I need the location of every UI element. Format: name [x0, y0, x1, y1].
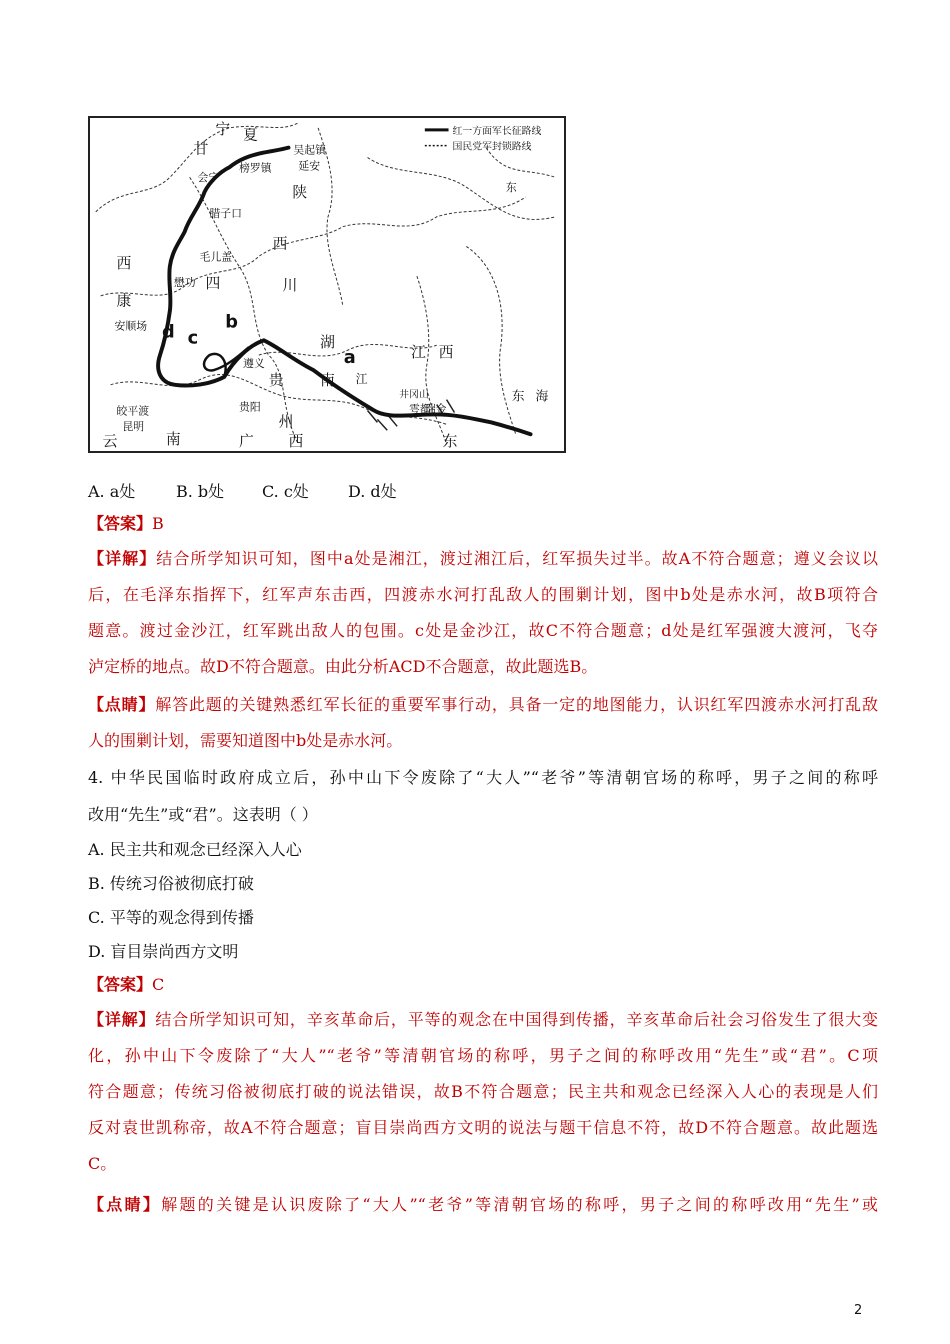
svg-text:甘: 甘: [193, 140, 209, 158]
svg-text:皎平渡: 皎平渡: [116, 404, 150, 418]
q3-tip-line-2: 人的围剿计划，需要知道图中b处是赤水河。: [88, 731, 403, 750]
q4-detail-line-1: 【详解】结合所学知识可知，辛亥革命后，平等的观念在中国得到传播，辛亥革命后社会习俗发生了很大变: [88, 1010, 878, 1029]
svg-text:南: 南: [165, 431, 181, 449]
answer-value: C: [152, 975, 165, 994]
legend-red-army: 红一方面军长征路线: [452, 125, 542, 137]
svg-text:海: 海: [535, 389, 549, 405]
svg-text:东: 东: [511, 389, 525, 405]
q3-option-b: B. b处: [176, 482, 225, 501]
q3-answer: [88, 506, 878, 542]
svg-text:吴起镇: 吴起镇: [293, 143, 326, 157]
svg-text:南: 南: [320, 371, 335, 389]
svg-text:州: 州: [278, 413, 294, 431]
svg-text:西: 西: [438, 344, 454, 362]
svg-text:东: 东: [505, 181, 517, 195]
tip-tag: 【点睛】: [88, 695, 156, 714]
svg-text:广: 广: [239, 433, 254, 451]
svg-text:腊子口: 腊子口: [209, 206, 243, 220]
svg-text:四: 四: [205, 274, 221, 292]
svg-text:毛儿盖: 毛儿盖: [199, 250, 233, 264]
svg-text:江: 江: [410, 344, 426, 362]
q4-option-d: D. 盲目崇尚西方文明: [88, 942, 239, 961]
svg-text:西: 西: [116, 255, 132, 273]
q3-option-c: C. c处: [262, 482, 309, 501]
svg-text:西: 西: [288, 433, 304, 451]
svg-text:江: 江: [355, 371, 368, 386]
tip-tag: 【点睛】: [88, 1195, 162, 1214]
q4-detail-line-5: C。: [88, 1154, 117, 1173]
svg-text:d: d: [161, 321, 175, 343]
q4-stem-line-1: 4. 中华民国临时政府成立后，孙中山下令废除了“大人”“老爷”等清朝官场的称呼，男子之间的称呼: [88, 768, 878, 787]
svg-text:湖: 湖: [320, 334, 335, 352]
long-march-map: [88, 116, 566, 453]
svg-text:川: 川: [282, 276, 298, 294]
detail-tag: 【详解】: [88, 1010, 156, 1029]
q3-detail-line-2: 后，在毛泽东指挥下，红军声东击西，四渡赤水河打乱敌人的围剿计划，图中b处是赤水河，故B项符合: [88, 585, 878, 604]
svg-text:贵阳: 贵阳: [239, 400, 261, 414]
answer-tag: 【答案】: [88, 514, 153, 533]
svg-text:贵: 贵: [268, 371, 284, 389]
svg-text:遵义: 遵义: [243, 357, 265, 371]
svg-text:昆明: 昆明: [122, 420, 145, 434]
q4-answer: [88, 967, 878, 1003]
q4-detail-line-2: 化，孙中山下令废除了“大人”“老爷”等清朝官场的称呼，男子之间的称呼改用“先生”或“君”。C项: [88, 1046, 878, 1065]
province-boundaries: [96, 120, 555, 444]
q4-stem-line-2: 改用“先生”或“君”。这表明（ ）: [88, 805, 318, 824]
answer-value: B: [152, 514, 164, 533]
legend-kmt: 国民党军封锁路线: [452, 141, 532, 153]
svg-text:b: b: [225, 311, 238, 333]
svg-text:瑞金: 瑞金: [424, 402, 447, 416]
q3-option-d: D. d处: [348, 482, 397, 501]
svg-text:会宁: 会宁: [197, 171, 220, 185]
q3-tip-line-1: 【点睛】解答此题的关键熟悉红军长征的重要军事行动，具备一定的地图能力，认识红军四渡赤水河打乱敌: [88, 695, 878, 714]
svg-text:井冈山: 井冈山: [399, 389, 429, 401]
q4-option-b: B. 传统习俗被彻底打破: [88, 874, 254, 893]
q3-option-a: A. a处: [88, 482, 136, 501]
svg-text:榜罗镇: 榜罗镇: [239, 161, 272, 175]
svg-text:懋功: 懋功: [173, 275, 196, 289]
q4-option-c: C. 平等的观念得到传播: [88, 908, 254, 927]
svg-text:夏: 夏: [243, 126, 258, 144]
svg-text:雩都: 雩都: [409, 402, 431, 416]
map-svg: [90, 118, 564, 451]
q4-option-a: A. 民主共和观念已经深入人心: [88, 840, 302, 859]
svg-text:西: 西: [272, 235, 288, 253]
svg-text:a: a: [343, 347, 356, 369]
svg-text:云: 云: [102, 433, 118, 451]
svg-text:康: 康: [116, 292, 132, 310]
detail-tag: 【详解】: [88, 549, 157, 568]
map-legend: [425, 124, 542, 153]
q4-detail-line-4: 反对袁世凯称帝，故A不符合题意；盲目崇尚西方文明的说法与题干信息不符，故D不符合题意。故此题选: [88, 1118, 878, 1137]
svg-text:东: 东: [442, 433, 458, 451]
q3-detail-line-1: 【详解】结合所学知识可知，图中a处是湘江，渡过湘江后，红军损失过半。故A不符合题意；遵义会议以: [88, 549, 878, 568]
page-number: 2: [854, 1303, 863, 1318]
q4-detail-line-3: 符合题意；传统习俗被彻底打破的说法错误，故B不符合题意；民主共和观念已经深入人心的表现是人们: [88, 1082, 878, 1101]
answer-tag: 【答案】: [88, 975, 153, 994]
q3-detail-line-4: 泸定桥的地点。故D不符合题意。由此分析ACD不合题意，故此题选B。: [88, 657, 598, 676]
svg-text:c: c: [187, 327, 199, 349]
q3-detail-line-3: 题意。渡过金沙江，红军跳出敌人的包围。c处是金沙江，故C不符合题意；d处是红军强渡大渡河，飞夺: [88, 621, 878, 640]
svg-text:陕: 陕: [292, 184, 308, 202]
svg-text:宁: 宁: [215, 120, 231, 138]
svg-text:安顺场: 安顺场: [114, 319, 148, 333]
svg-text:延安: 延安: [298, 159, 321, 173]
q4-tip-line-1: 【点睛】解题的关键是认识废除了“大人”“老爷”等清朝官场的称呼，男子之间的称呼改用“先生”或: [88, 1195, 878, 1214]
